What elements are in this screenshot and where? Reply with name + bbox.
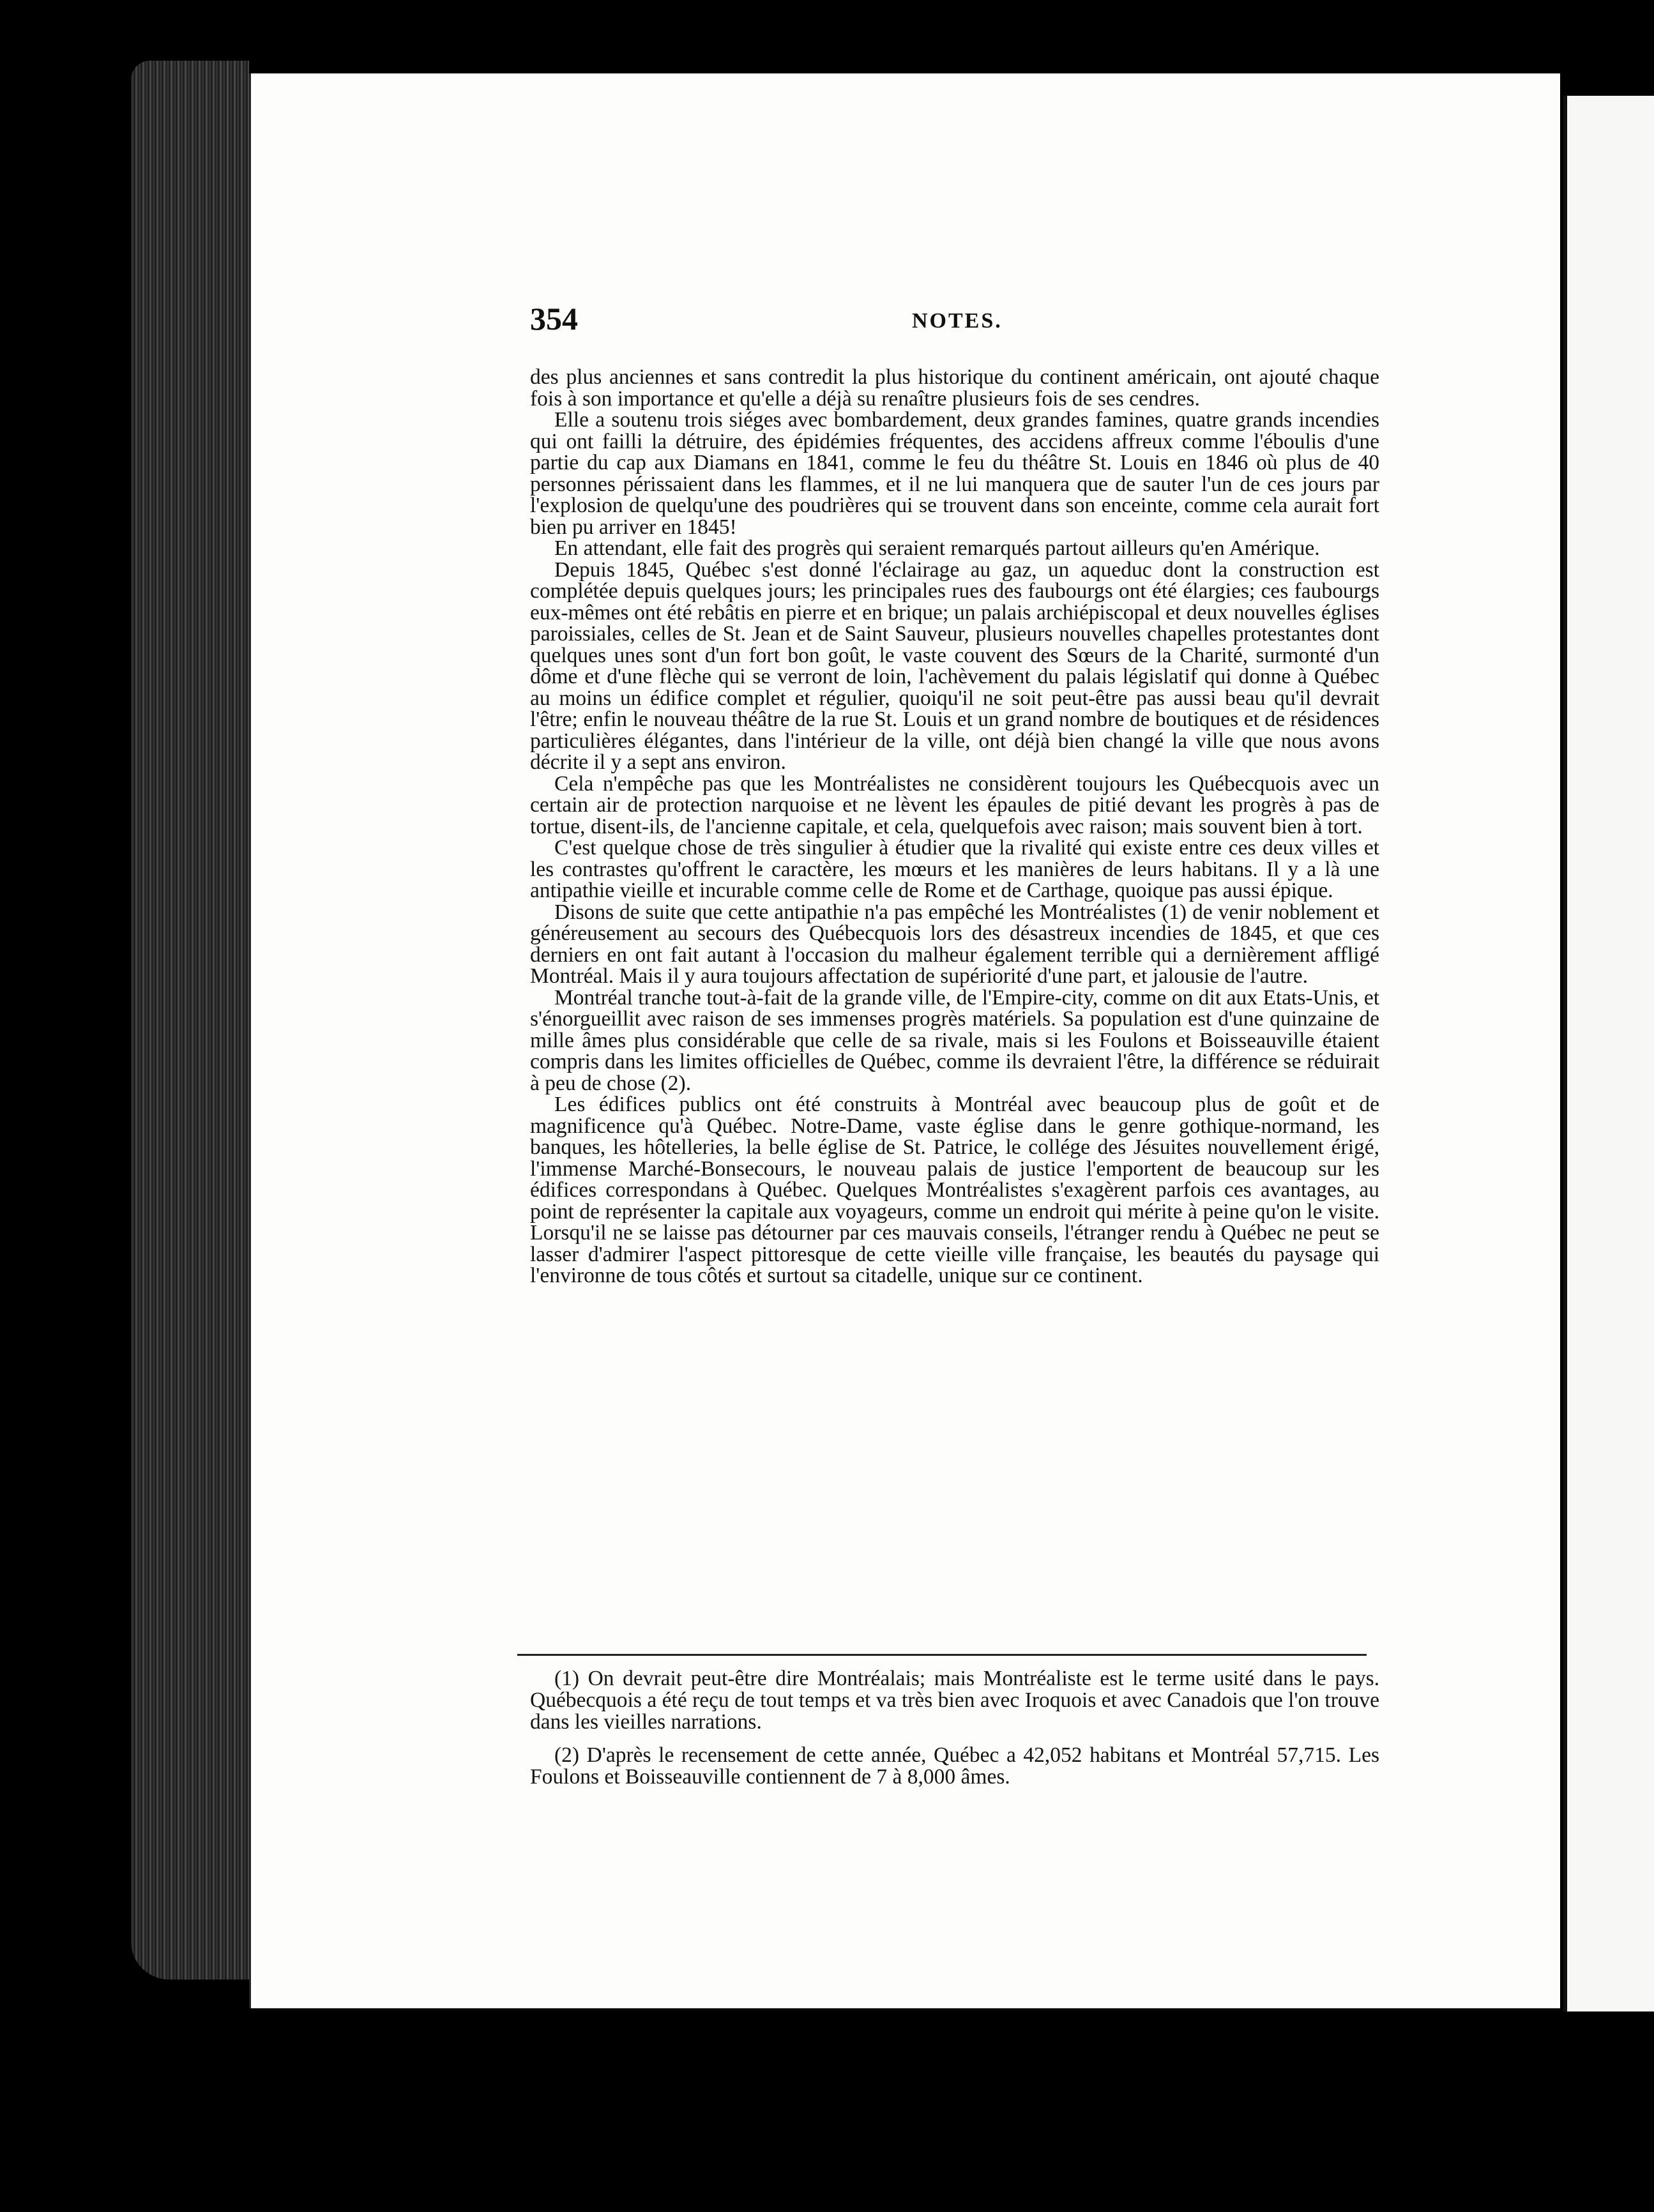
paragraph: Depuis 1845, Québec s'est donné l'éclairage au gaz, un aqueduc dont la construction est complétée depuis quelques jours; les principales rues des faubourgs ont été élargies; ces faubourgs eux-mêmes ont été rebâtis en pierre et en brique; un palais archiépiscopal et deux nouvelles églises paroissiales, celles de St. Jean et de Saint Sauveur, plusieurs nouvelles chapelles protestantes dont quelques unes sont d'un fort bon goût, le vaste couvent des Sœurs de la Charité, surmonté d'un dôme et d'une flèche qui se verront de loin, l'achèvement du palais législatif qui donne à Québec au moins un édifice complet et régulier, quoiqu'il ne soit peut-être pas aussi beau qu'il devrait l'être; enfin le nouveau théâtre de la rue St. Louis et un grand nombre de boutiques et de résidences particulières élégantes, dans l'intérieur de la ville, ont déjà bien changé la ville que nous avons décrite il y a sept ans environ. [530,557,1379,774]
paragraph: Elle a soutenu trois siéges avec bombardement, deux grandes famines, quatre grands incendies qui ont failli la détruire, des épidémies fréquentes, des accidens affreux comme l'éboulis d'une partie du cap aux Diamans en 1841, comme le feu du théâtre St. Louis en 1846 où plus de 40 personnes périssaient dans les flammes, et il ne lui manquera que de sauter l'un de ces jours par l'explosion de quelqu'une des poudrières qui se trouvent dans son enceinte, comme cela aurait fort bien pu arriver en 1845! [530,408,1379,539]
paragraph: Cela n'empêche pas que les Montréalistes ne considèrent toujours les Québecquois avec un certain air de protection narquoise et ne lèvent les épaules de pitié devant les progrès à pas de tortue, disent-ils, de l'ancienne capitale, et cela, quelquefois avec raison; mais souvent bien à tort. [530,771,1379,838]
facing-page-edge [1563,96,1654,2011]
footnotes [530,1668,1379,1799]
paragraph: C'est quelque chose de très singulier à étudier que la rivalité qui existe entre ces deux villes et les contrastes qu'offrent le caractère, les mœurs et les manières de leurs habitans. Il y a là une antipathie vieille et incurable comme celle de Rome et de Carthage, quoique pas aussi épique. [530,836,1379,902]
paragraph: Disons de suite que cette antipathie n'a pas empêché les Montréalistes (1) de venir noblement et généreusement au secours des Québecquois lors des désastreux incendies de 1845, et que ces derniers en ont fait autant à l'occasion du malheur également terrible qui a dernièrement affligé Montréal. Mais il y aura toujours affectation de supériorité d'une part, et jalousie de l'autre. [530,900,1379,988]
body-text [530,367,1379,1287]
running-head: NOTES. [912,309,1003,333]
page-number: 354 [530,301,578,337]
paragraph: Montréal tranche tout-à-fait de la grande ville, de l'Empire-city, comme on dit aux Etats-Unis, et s'énorgueillit avec raison de ses immenses progrès matériels. Sa population est d'une quinzaine de mille âmes plus considérable que celle de sa rivale, mais si les Foulons et Boisseauville étaient compris dans les limites officielles de Québec, comme ils devraient l'être, la différence se réduirait à peu de chose (2). [530,985,1379,1095]
page-header [530,300,1379,345]
paragraph: des plus anciennes et sans contredit la plus historique du continent américain, ont ajouté chaque fois à son importance et qu'elle a déjà su renaître plusieurs fois de ses cendres. [530,365,1379,411]
footnote: (2) D'après le recensement de cette année, Québec a 42,052 habitans et Montréal 57,715. Les Foulons et Boisseauville contiennent de 7 à 8,000 âmes. [530,1743,1379,1789]
book-edge [131,61,249,1980]
paragraph: En attendant, elle fait des progrès qui seraient remarqués partout ailleurs qu'en Amérique. [554,536,1320,560]
paragraph: Les édifices publics ont été construits à Montréal avec beaucoup plus de goût et de magnificence qu'à Québec. Notre-Dame, vaste église dans le genre gothique-normand, les banques, les hôtelleries, la belle église de St. Patrice, le collége des Jésuites nouvellement érigé, l'immense Marché-Bonsecours, le nouveau palais de justice l'emportent de beaucoup sur les édifices correspondans à Québec. Quelques Montréalistes s'exagèrent parfois ces avantages, au point de représenter la capitale aux voyageurs, comme un endroit qui mérite à peine qu'on le visite. Lorsqu'il ne se laisse pas détourner par ces mauvais conseils, l'étranger rendu à Québec ne peut se lasser d'admirer l'aspect pittoresque de cette vieille ville française, les beautés du paysage qui l'environne de tous côtés et surtout sa citadelle, unique sur ce continent. [530,1093,1379,1287]
footnote-rule [517,1654,1367,1656]
footnote: (1) On devrait peut-être dire Montréalais; mais Montréaliste est le terme usité dans le pays. Québecquois a été reçu de tout temps et va très bien avec Iroquois et avec Canadois que l'on trouve dans les vieilles narrations. [530,1667,1379,1734]
